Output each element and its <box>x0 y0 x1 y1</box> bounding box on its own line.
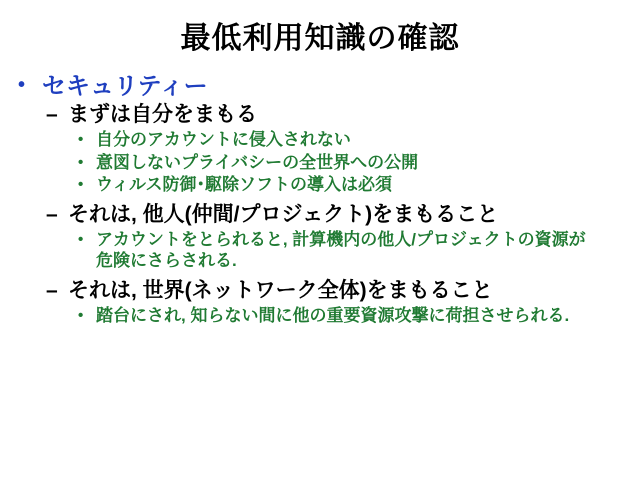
list-item <box>18 153 622 174</box>
list-item <box>18 175 622 196</box>
bullet-disc-small-icon: • <box>78 306 84 324</box>
bullet-disc-small-icon: • <box>78 176 84 194</box>
bullet-dash-icon: – <box>46 202 58 226</box>
slide-body <box>0 55 640 327</box>
list-item <box>18 278 622 303</box>
list-item <box>18 102 622 127</box>
bullet-dash-icon: – <box>46 278 58 302</box>
list-item <box>18 230 622 271</box>
bullet-dash-icon: – <box>46 102 58 126</box>
list-item-label: ウィルス防御･駆除ソフトの導入は必須 <box>96 175 392 195</box>
list-item-label: 自分のアカウントに侵入されない <box>96 129 351 149</box>
list-item <box>18 130 622 151</box>
bullet-disc-small-icon: • <box>78 130 84 148</box>
list-item <box>18 73 622 101</box>
list-item <box>18 202 622 227</box>
list-item-label: それは, 世界(ネットワーク全体)をまもること <box>68 278 493 302</box>
bullet-disc-small-icon: • <box>78 153 84 171</box>
list-item-label: 意図しないプライバシーの全世界への公開 <box>96 152 419 172</box>
list-item <box>18 306 622 327</box>
bullet-disc-small-icon: • <box>78 231 84 249</box>
list-item-label: それは, 他人(仲間/プロジェクト)をまもること <box>68 202 499 226</box>
page-title: 最低利用知識の確認 <box>180 22 460 55</box>
list-item-label: 踏台にされ, 知らない間に他の重要資源攻撃に荷担させられる. <box>96 305 570 325</box>
bullet-disc-icon: • <box>18 74 26 96</box>
list-item-label: セキュリティー <box>42 73 208 100</box>
list-item-label: まずは自分をまもる <box>68 102 257 126</box>
list-item-label: アカウントをとられると, 計算機内の他人/プロジェクトの資源が危険にさらされる. <box>96 230 586 270</box>
